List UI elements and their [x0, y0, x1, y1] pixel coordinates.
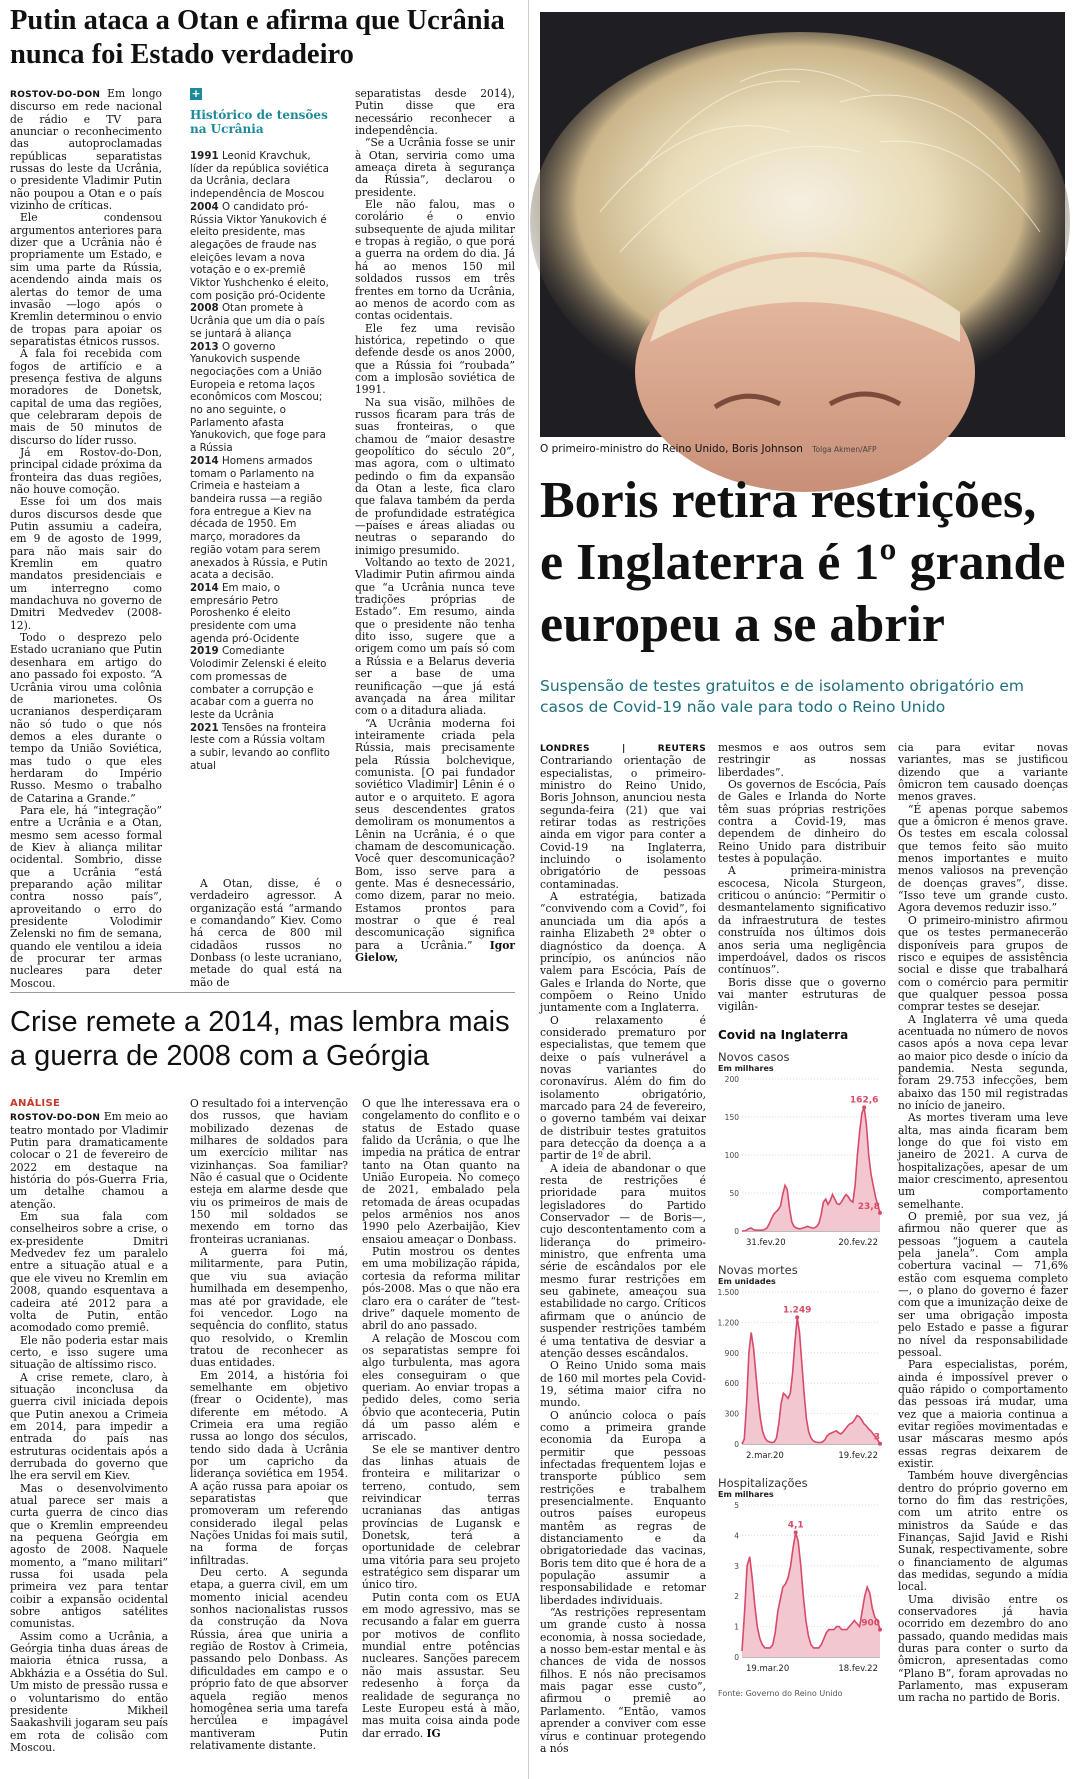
chart-svg [718, 1499, 886, 1679]
chart-svg [718, 1286, 886, 1466]
timeline-year: 2013 [190, 340, 219, 353]
x-tick-label: 2.mar.20 [746, 1451, 784, 1461]
article1-paragraph: Em longo discurso em rede nacional de rádio e TV para anunciar o reconhecimento das autoproclamadas repúblicas separatistas russas do leste da Ucrânia, o presidente Vladimir Putin não poupou a Otan e o país vizinho de críticas. [10, 87, 162, 213]
timeline-year: 2014 [190, 581, 219, 594]
article3-paragraph: Uma divisão entre os conservadores já havia ocorrido em dezembro do ano passado, quando medidas mais duras para conter o surto da ômicron, apresentadas como “Plano B”, foram aprovadas no Parlamento, mas expuseram um racha no partido de Boris. [898, 1592, 1068, 1705]
boris-johnson-photo [540, 12, 1065, 437]
caption-text: O primeiro-ministro do Reino Unido, Boris Johnson [540, 443, 803, 455]
timeline-text: Comediante Volodimir Zelenski é eleito com promessas de combater a corrupção e acabar com a guerra no leste da Ucrânia [190, 645, 327, 721]
article2-paragraph: Se ele se mantiver dentro das linhas atuais de fronteira e militarizar o terreno, contudo, sem reivindicar terras ucranianas das antigas províncias de Lugansk e Donetsk, terá a oportunidade de celebrar uma vitória para seu projeto estratégico sem disparar um único tiro. [362, 1442, 520, 1592]
article1-paragraph: Ele condensou argumentos anteriores para dizer que a Ucrânia não é propriamente um Estado, e sim uma parte da Rússia, acendendo ainda mais os alertas do temor de uma invasão —logo após o Kremlin determinou o envio de tropas para apoiar os separatistas étnicos russos. [10, 211, 163, 348]
article3-dateline: LONDRES | REUTERS [540, 744, 706, 754]
timeline-entry [190, 722, 330, 773]
article3-paragraph: A ideia de abandonar o que resta de restrições é prioridade para muitos legisladores do Partido Conservador — de Boris—, cujo descontentamento com a liderança do primeiro-ministro, que enfrenta uma série de escândalos por ele mesmo furar restrições em seu gabinete, ameaçou sua estabilidade no cargo. Críticos afirmam que o anúncio de suspender restrições também é uma tentativa de desviar a atenção desses escândalos. [540, 1161, 706, 1360]
data-point [794, 1530, 798, 1534]
article3-paragraph: mesmos e aos outros sem restringir as nossas liberdades”. [718, 741, 886, 779]
article3-paragraph: cia para evitar novas variantes, mas se justificou dizendo que a variante ômicron tem causado doenças menos graves. [898, 741, 1068, 804]
article3-paragraph: Também houve divergências dentro do próprio governo em torno do fim das restrições, com um atrito entre os ministros da Saúde e das Finanças, Sajid Javid e Rishi Sunak, respectivamente, sobre o financiamento de algumas das medidas, segundo a mídia local. [898, 1469, 1068, 1594]
article3-paragraph: O relaxamento é considerado prematuro por especialistas, que temem que deixe o país vulnerável a novas variantes do coronavírus. Além do fim do isolamento obrigatório, marcado para 24 de fevereiro, o governo também vai deixar de distribuir testes gratuitos para detecção da doença a a partir de 1º de abril. [540, 1013, 706, 1163]
timeline-year: 2008 [190, 302, 219, 315]
article1-paragraph: Todo o desprezo pelo Estado ucraniano que Putin desenhara em artigo do ano passado foi exposto. “A Ucrânia virou uma colônia de marionetes. Os ucranianos desperdiçaram não só tudo o que nós demos a eles durante o tempo da União Soviética, mas tudo o que eles herdaram do Império Russo. Mesmo o trabalho de Catarina a Grande.” [10, 631, 162, 805]
article2-dateline: ROSTOV-DO-DON [10, 1113, 101, 1124]
article2-col2 [190, 1098, 348, 1778]
article3-paragraph: O primeiro-ministro afirmou que os testes permanecerão disponíveis para grupos de risco e equipes de assistência social e disse que trabalhará com o comércio para permitir que qualquer pessoa possa comprar testes se desejar. [898, 913, 1068, 1014]
y-tick-label: 150 [724, 1113, 739, 1122]
timeline-entry [190, 582, 330, 646]
article1-headline: Putin ataca a Otan e afirma que Ucrânia nunca foi Estado verdadeiro [10, 5, 505, 70]
article1-paragraph: A fala foi recebida com fogos de artifício e a presença festiva de alguns moradores de Donetsk, capital de uma das regiões, que celebraram depois de mais de 50 minutos de discurso do líder russo. [10, 347, 162, 447]
chart-2 [718, 1476, 886, 1683]
series-area [742, 1317, 880, 1444]
chart-0 [718, 1050, 886, 1257]
timeline-text: O candidato pró-Rússia Viktor Yanukovich é eleito presidente, mas alegações de fraude nas eleições levam a nova votação e o ex-premiê Viktor Yushchenko é eleito, com posição pró-Ocidente [190, 200, 329, 302]
timeline-text: Homens armados tomam o Parlamento na Crimeia e hasteiam a bandeira russa —a região fora entregue a Kiev na década de 1950. Em março, moradores da região votam para serem anexados à Rússia, e Putin acata a decisão. [190, 454, 328, 582]
y-tick-label: 1 [734, 1622, 739, 1632]
data-point [862, 1105, 866, 1109]
chart-unit: Em milhares [718, 1490, 774, 1499]
timeline-text: Otan promete à Ucrânia que um dia o país se juntará à aliança [190, 302, 325, 340]
article2-col3 [362, 1098, 520, 1778]
article1-paragraph: A Otan, disse, é o verdadeiro agressor. A organização está “armando e comandando” Kiev. Como há cerca de 800 mil cidadãos russos no Donbass (o leste ucraniano, metade do qual está na mão de [190, 877, 342, 989]
article1-paragraph: Já em Rostov-do-Don, principal cidade próxima da fronteira das duas regiões, não houve comoção. [10, 445, 162, 496]
article1-col2-bottom [190, 877, 342, 989]
data-label: 3 [873, 1432, 880, 1443]
article3-paragraph: O anúncio coloca o país como a primeira grande economia da Europa a permitir que pessoas infectadas frequentem lojas e transporte público sem restrições e trabalhem presencialmente. Enquanto outros países europeus mantêm as regras de distanciamento e da obrigatoriedade das vacinas, Boris tem dito que é hora de a população assumir a responsabilidade e retomar liberdades individuais. [540, 1408, 706, 1607]
x-tick-label: 19.fev.22 [838, 1451, 878, 1461]
article3-paragraph: Para especialistas, porém, ainda é impossível prever o quão rápido o comportamento das pessoas irá mudar, uma vez que a maioria continua a evitar regiões movimentadas e usar máscaras mesmo após essas regras deixarem de existir. [898, 1358, 1068, 1470]
chart-unit: Em milhares [718, 1064, 774, 1073]
photo-caption [540, 442, 1065, 458]
x-tick-label: 31.fev.20 [746, 1238, 786, 1248]
tension-history-sidebar [190, 88, 330, 858]
article1-paragraph: Para ele, há “integração” entre a Ucrânia e a Otan, mesmo sem acesso formal de Kiev à aliança militar ocidental. Sombrio, disse que a Ucrânia “está preparando ação militar contra nosso país”, aproveitando o erro do presidente Volodimir Zelenski no fim de semana, quando ele ventilou a ideia de procurar ter armas nucleares para deter Moscou. [10, 803, 162, 990]
article3-headline: Boris retira restrições, e Inglaterra é 1º grande europeu a se abrir [540, 472, 1066, 653]
article2-paragraph: O que lhe interessava era o congelamento do conflito e o status de Estado quase falido da Ucrânia, o que lhe impedia na prática de entrar tanto na Otan quanto na União Europeia. No começo de 2021, embalado pela retomada de áreas ocupadas pelos armênios nos anos 1990 pelo Azerbaijão, Kiev ensaiou ameaçar o Donbass. [362, 1097, 520, 1246]
timeline-text: Leonid Kravchuk, líder da república soviética da Ucrânia, declara independência de Moscou [190, 150, 329, 201]
chart-1 [718, 1263, 886, 1470]
article1-paragraph: separatistas desde 2014), Putin disse que era necessário reconhecer a independência. [355, 87, 515, 138]
y-tick-label: 50 [729, 1189, 739, 1198]
article1-paragraph: Ele não falou, mas o corolário é o envio subsequente de ajuda militar e tropas à região, o que porá a guerra na ordem do dia. Já há ao menos 150 mil soldados russos em três frentes em torno da Ucrânia, ao menos de acordo com as contas ocidentais. [355, 198, 515, 323]
article3-paragraph: As mortes tiveram uma leve alta, mas ainda ficaram bem longe do que foi visto em janeiro de 2021. A curva de hospitalizações, apesar de um maior crescimento, apresentou um comportamento semelhante. [898, 1111, 1068, 1211]
article3-paragraph: “As restrições representam um grande custo à nossa economia, à nossa sociedade, a nosso bem-estar mental e às chances de vida de nossos filhos. E nós não precisamos mais pagar esse custo”, afirmou o premiê ao Parlamento. “Então, vamos aprender a conviver com esse vírus e continuar protegendo a nós [540, 1606, 706, 1755]
y-tick-label: 3 [734, 1561, 739, 1571]
plus-icon: + [191, 87, 201, 100]
y-tick-label: 2 [734, 1592, 739, 1602]
article1-paragraph: Na sua visão, milhões de russos ficaram para trás de suas fronteiras, o que chamou de “maior desastre geopolítico do século 20”, mas agora, com o ultimato pedindo o fim da expansão da Otan a leste, fica claro que falava também da perda de profundidade estratégica —países e áreas aliadas ou neutras o separando do inimigo presumido. [355, 395, 515, 557]
y-tick-label: 0 [734, 1653, 739, 1662]
photo-credit: Tolga Akmen/AFP [812, 445, 877, 454]
article2-paragraph: Mas o desenvolvimento atual parece ser mais a curta guerra de cinco dias que o Kremlin empreendeu na pequena Geórgia em agosto de 2008. Naquele momento, a “mano militari” russa foi usada pela primeira vez para tentar coibir a expansão ocidental sobre antigos satélites comunistas. [10, 1481, 168, 1631]
article1-col1 [10, 87, 163, 990]
chart-title: Novas mortes [718, 1263, 798, 1277]
y-tick-label: 600 [724, 1379, 739, 1389]
chart-unit: Em unidades [718, 1277, 776, 1286]
article2-paragraph: O resultado foi a intervenção dos russos, que haviam mobilizado dezenas de milhares de soldados para um exercício militar nas vizinhanças. Soa familiar? Não é casual que o Ocidente esteja em alarme desde que viu os primeiros de mais de 150 mil soldados se mexendo em torno das fronteiras ucranianas. [190, 1097, 348, 1246]
chart-panel-title: Covid na Inglaterra [718, 1028, 849, 1042]
sidebar-title: Histórico de tensões na Ucrânia [190, 108, 328, 136]
article3-col2-top [718, 742, 886, 1014]
article2-paragraph: Em sua fala com conselheiros sobre a crise, o ex-presidente Dmitri Medvedev fez um paralelo entre a situação atual e a que ele viveu no Kremlin em 2008, quando esquentava a cadeira até 2012 para a volta de Putin, então acomodado como premiê. [10, 1210, 168, 1335]
covid-chart-panel [718, 1022, 886, 1778]
article3-col3 [898, 742, 1068, 1776]
x-tick-label: 18.fev.22 [838, 1664, 878, 1674]
timeline-text: Em maio, o empresário Petro Poroshenko é eleito presidente com uma agenda pró-Ocidente [190, 581, 300, 645]
series-area [742, 1107, 880, 1231]
article2-paragraph: Putin mostrou os dentes em uma mobilização rápida, cortesia da reforma militar pós-2008. Mas o que não era claro era o caráter de “test-drive” daquele momento de abril do ano passado. [362, 1245, 520, 1333]
timeline-year: 2004 [190, 200, 219, 213]
article1-paragraph: “Se a Ucrânia fosse se unir à Otan, serviria como uma ameaça direta à segurança da Rússia”, declarou o presidente. [355, 136, 515, 199]
y-tick-label: 1.500 [717, 1288, 739, 1297]
article2-byline: IG [426, 1726, 441, 1740]
article2-paragraph: Deu certo. A segunda etapa, a guerra civil, em um momento inicial acendeu sonhos nacionalistas russos da construção da Nova Rússia, área que uniria a região de Rostov à Crimeia, passando pelo Donbass. As dificuldades em campo e o próprio fato de que absorver aquela região menos homogênea seria uma tarefa hercúlea e impagável mantiveram Putin relativamente distante. [190, 1566, 348, 1752]
article1-dateline: ROSTOV-DO-DON [10, 90, 101, 100]
article3-col1 [540, 742, 706, 1774]
article3-paragraph: Os governos de Escócia, País de Gales e Irlanda do Norte têm suas próprias restrições contra a Covid-19, mas dependem de dinheiro do Reino Unido para distribuir testes à população. [718, 778, 886, 866]
article2-col1 [10, 1098, 168, 1778]
y-tick-label: 1.200 [717, 1318, 739, 1328]
article2-paragraph: Putin conta com os EUA em modo agressivo, mas se recusando a falar em guerra por motivos de conflito mundial entre potências nucleares. Sanções parecem não mais assustar. Seu redesenho à força da realidade de segurança no Leste Europeu está à mão, mas muita coisa ainda pode dar errado. [362, 1590, 520, 1740]
article3-paragraph: O premiê, por sua vez, já afirmou não querer que as pessoas “joguem a cautela pela janela”. Com ampla cobertura vacinal — 71,6% estão com esquema completo—, o plano do governo é fazer com que a imunização deixe de ser uma obrigação imposta pelo Estado e passe a figurar no nível da responsabilidade pessoal. [898, 1210, 1068, 1359]
timeline-entry [190, 455, 330, 582]
section-divider [10, 992, 515, 993]
timeline-entry [190, 645, 330, 721]
article1-col3 [355, 88, 515, 978]
timeline-text: O governo Yanukovich suspende negociações com a União Europeia e retoma laços econômicos com Moscou; no ano seguinte, o Parlamento afasta Yanukovich, que foge para a Rússia [190, 340, 326, 455]
article3-paragraph: A estratégia, batizada “convivendo com a Covid”, foi anunciada um dia após a rainha Elizabeth 2ª obter o diagnóstico da doença. A princípio, os anúncios não valem para Escócia, País de Gales e Irlanda do Norte, que compõem o Reino Unido juntamente com a Inglaterra. [540, 890, 706, 1015]
data-label: 4,1 [787, 1520, 804, 1531]
article2-paragraph: Assim como a Ucrânia, a Geórgia tinha duas áreas de maioria étnica russa, a Abkházia e a Ossétia do Sul. Um misto de pressão russa e o voluntarismo do então presidente Mikheil Saakashvili jogaram seu país em rota de colisão com Moscou. [10, 1629, 168, 1754]
photo-illustration [540, 12, 1065, 437]
chart-source: Fonte: Governo do Reino Unido [718, 1689, 843, 1698]
y-tick-label: 300 [724, 1409, 739, 1419]
article3-paragraph: O Reino Unido soma mais de 160 mil mortes pela Covid-19, sétima maior cifra no mundo. [540, 1359, 706, 1410]
chart-title: Novos casos [718, 1050, 790, 1064]
y-tick-label: 5 [734, 1501, 739, 1510]
article3-paragraph: Contrariando orientação de especialistas, o primeiro-ministro do Reino Unido, Boris Johnson, anunciou nesta segunda-feira (21) que vai retirar todas as restrições ainda em vigor para conter a Covid-19 na Inglaterra, incluindo o isolamento obrigatório de pessoas contaminadas. [540, 754, 706, 891]
article1-paragraph: “A Ucrânia moderna foi inteiramente criada pela Rússia, mais precisamente pela Rússia bolchevique, comunista. [O pai fundador soviético Vladimir] Lênin é o autor e o arquiteto. E agora seus descendentes gratos demoliram os monumentos a Lênin na Ucrânia, é o que chamam de descomunicação. Você quer descomunicação? Bom, isso serve para a gente. Mas é desnecessário, como dizem, parar no meio. Estamos prontos para mostrar o que é real descomunicação significa para a Ucrânia.” [355, 716, 515, 952]
article1-paragraph: Voltando ao texto de 2021, Vladimir Putin afirmou ainda que “a Ucrânia nunca teve tradições próprias de Estado”. Em resumo, ainda que o presidente não tenha dito isso, sugere que a origem como um país só com a Rússia e a Belarus deveria ser a base de uma reunificação —que já está avançada na área militar com o a ditadura aliada. [355, 556, 515, 718]
timeline-year: 2014 [190, 454, 219, 467]
timeline-entry [190, 341, 330, 455]
timeline-entry [190, 150, 330, 201]
article3-subtitle: Suspensão de testes gratuitos e de isolamento obrigatório em casos de Covid-19 não vale para todo o Reino Unido [540, 677, 1025, 716]
series-area [742, 1532, 880, 1657]
chart-title: Hospitalizações [718, 1476, 808, 1490]
data-label: 162,6 [849, 1095, 879, 1106]
chart-svg [718, 1073, 886, 1253]
timeline-year: 1991 [190, 150, 219, 162]
y-tick-label: 900 [724, 1348, 739, 1358]
analysis-tag: ANÁLISE [10, 1098, 61, 1109]
article2-paragraph: Em 2014, a história foi semelhante em objetivo (frear o Ocidente), mas diferente em método. A Crimeia era uma região russa ao longo dos séculos, tendo sido dada à Ucrânia por um capricho da liderança soviética em 1954. A ação russa para apoiar os separatistas que promoveram um referendo considerado ilegal pelas Nações Unidas foi mais sutil, na forma de forças infiltradas. [190, 1368, 348, 1567]
timeline-year: 2021 [190, 721, 219, 734]
y-tick-label: 200 [724, 1075, 739, 1084]
y-tick-label: 0 [734, 1440, 739, 1449]
article2-paragraph: A crise remete, claro, à situação inconclusa da guerra civil iniciada depois que Putin anexou a Crimeia em 2014, para impedir a entrada do país nas estruturas ocidentais após a derrubada do governo que lhe era servil em Kiev. [10, 1370, 168, 1483]
article2-paragraph: Ele não poderia estar mais certo, e isso sugere uma situação de altíssimo risco. [10, 1333, 168, 1372]
y-tick-label: 0 [734, 1227, 739, 1236]
article3-paragraph: Boris disse que o governo vai manter estruturas de vigilân- [718, 975, 886, 1014]
x-tick-label: 20.fev.22 [838, 1238, 878, 1248]
article1-paragraph: Esse foi um dos mais duros discursos desde que Putin assumiu a cadeira, em 9 de agosto de 1999, para não mais sair do Kremlin em quatro mandatos presidenciais e um interregno como mandachuva no governo de Dmitri Medvedev (2008-12). [10, 495, 162, 632]
y-tick-label: 4 [734, 1531, 739, 1541]
article3-paragraph: A primeira-ministra escocesa, Nicola Sturgeon, criticou o anúncio: “Permitir o desmantelamento significativo da infraestrutura de testes construída nos últimos dois anos seria uma negligência imperdoável, dados os riscos contínuos”. [718, 864, 886, 977]
article3-paragraph: “É apenas porque sabemos que a ômicron é menos grave. Os testes em escala colossal que temos feito são muito menos importantes e muito menos valiosos na prevenção de doenças graves”, disse. “Isso teve um grande custo. Agora devemos reduzir isso.” [898, 802, 1068, 915]
data-label: 23,8 [857, 1201, 880, 1212]
article2-paragraph: Em meio ao teatro montado por Vladimir Putin para dramaticamente colocar o 21 de fevereiro de 2022 em destaque na história do pós-Guerra Fria, um detalhe chamou a atenção. [10, 1110, 168, 1211]
article2-paragraph: A relação de Moscou com os separatistas sempre foi algo turbulenta, mas agora eles conseguiram o que queriam. Ao enviar tropas a pedido deles, como seria óbvio que aconteceria, Putin dá um passo além e arriscado. [362, 1331, 520, 1444]
article1-paragraph: Ele fez uma revisão histórica, repetindo o que defende desde os anos 2000, que a Rússia foi “roubada” com a implosão soviética de 1991. [355, 321, 515, 397]
column-divider [528, 0, 529, 1779]
article2-headline: Crise remete a 2014, mas lembra mais a guerra de 2008 com a Geórgia [10, 1006, 510, 1072]
article1-byline: Igor Gielow, [355, 938, 515, 965]
article3-paragraph: A Inglaterra vê uma queda acentuada no número de novos casos após a nova cepa levar ao maior pico desde o início da pandemia. Nesta segunda, foram 29.753 infecções, bem abaixo das 150 mil registradas no início de janeiro. [898, 1012, 1068, 1112]
data-label: 900 [861, 1618, 880, 1629]
y-tick-label: 100 [724, 1151, 739, 1160]
timeline-text: Tensões na fronteira leste com a Rússia voltam a subir, levando ao conflito atual [190, 721, 330, 772]
article2-paragraph: A guerra foi má, militarmente, para Putin, que viu sua aviação humilhada em desempenho, mas até por gravidade, ele foi vencedor. Logo na sequência do conflito, status quo resolvido, o Kremlin tratou de reconhecer as duas entidades. [190, 1245, 348, 1370]
timeline-year: 2019 [190, 645, 219, 658]
x-tick-label: 19.mar.20 [746, 1664, 790, 1674]
data-point [795, 1315, 799, 1319]
data-label: 1.249 [782, 1305, 812, 1316]
timeline-entry [190, 201, 330, 303]
timeline-entry [190, 302, 330, 340]
